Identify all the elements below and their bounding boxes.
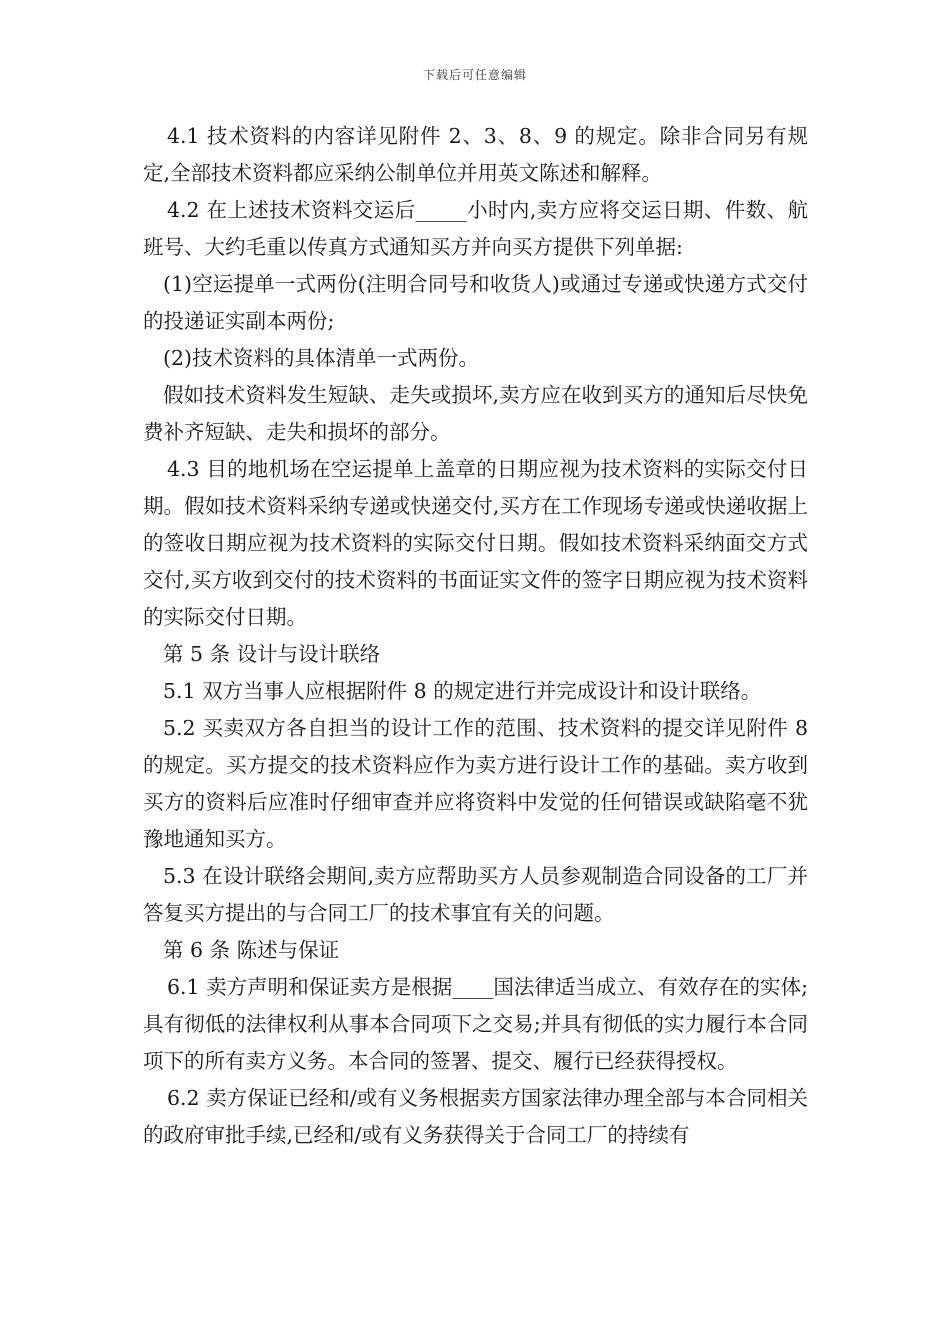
paragraph-6-2: 6.2 卖方保证已经和/或有义务根据卖方国家法律办理全部与本合同相关的政府审批手续,已经和/或有义务获得关于合同工厂的持续有 <box>143 1086 808 1147</box>
paragraph-list-item-1: (1)空运提单一式两份(注明合同号和收货人)或通过专递或快递方式交付的投递证实副本两份; <box>143 272 808 333</box>
paragraph-4-2: 4.2 在上述技术资料交运后_____小时内,卖方应将交运日期、件数、航班号、大约毛重以传真方式通知买方并向买方提供下列单据: <box>143 198 808 259</box>
paragraph-5-3: 5.3 在设计联络会期间,卖方应帮助买方人员参观制造合同设备的工厂并答复买方提出的与合同工厂的技术事宜有关的问题。 <box>143 864 808 925</box>
section-heading-5: 第 5 条 设计与设计联络 <box>163 642 381 666</box>
paragraph-5-2: 5.2 买卖双方各自担当的设计工作的范围、技术资料的提交详见附件 8 的规定。买方提交的技术资料应作为卖方进行设计工作的基础。卖方收到买方的资料后应准时仔细审查并应将资料中发觉的任何错误或缺陷毫不犹豫地通知买方。 <box>143 716 815 851</box>
paragraph-5-1: 5.1 双方当事人应根据附件 8 的规定进行并完成设计和设计联络。 <box>163 679 762 703</box>
page-header: 下载后可任意编辑 <box>422 68 527 82</box>
paragraph-4-3: 4.3 目的地机场在空运提单上盖章的日期应视为技术资料的实际交付日期。假如技术资料采纳专递或快递交付,买方在工作现场专递或快递收据上的签收日期应视为技术资料的实际交付日期。假如技术资料采纳面交方式交付,买方收到交付的技术资料的书面证实文件的签字日期应视为技术资料的实际交付日期。 <box>143 457 808 629</box>
document-body <box>143 118 815 1154</box>
paragraph-4-1: 4.1 技术资料的内容详见附件 2、3、8、9 的规定。除非合同另有规定,全部技术资料都应采纳公制单位并用英文陈述和解释。 <box>143 124 808 185</box>
paragraph-shortage-clause: 假如技术资料发生短缺、走失或损坏,卖方应在收到买方的通知后尽快免费补齐短缺、走失和损坏的部分。 <box>143 383 808 444</box>
paragraph-list-item-2: (2)技术资料的具体清单一式两份。 <box>163 346 480 370</box>
paragraph-6-1: 6.1 卖方声明和保证卖方是根据____国法律适当成立、有效存在的实体;具有彻低的法律权利从事本合同项下之交易;并具有彻低的实力履行本合同项下的所有卖方义务。本合同的签署、提交、履行已经获得授权。 <box>143 975 808 1073</box>
section-heading-6: 第 6 条 陈述与保证 <box>163 938 340 962</box>
